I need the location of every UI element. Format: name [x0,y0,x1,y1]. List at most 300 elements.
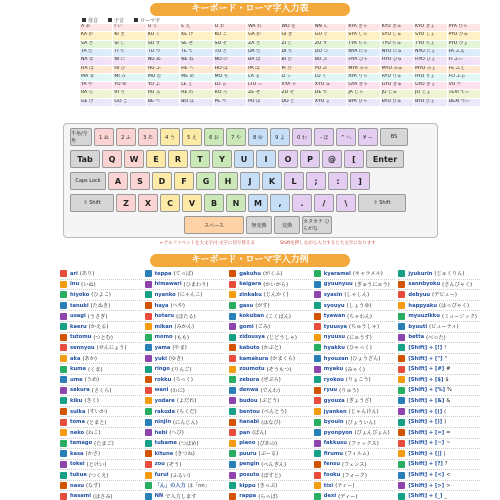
example-row [229,407,311,418]
example-row [229,491,311,500]
example-row [229,269,311,280]
example-romaji: tixi [323,482,334,489]
key: T [190,150,210,168]
romaji-cell: WA わ [247,24,279,31]
example-kana: (しょうゆ) [346,303,372,310]
romaji-cell: KU く [147,32,179,39]
example-romaji: pengin [239,461,260,468]
key: C [160,194,180,212]
example-picture-icon [314,397,321,404]
example-picture-icon [398,281,405,288]
example-row [145,269,227,280]
example-romaji: sakura [70,387,90,394]
example-romaji: [Shift] + [>] [408,482,445,489]
example-picture-icon [314,419,321,426]
romaji-cell: GYA ぎゃ [347,82,379,89]
example-row [398,417,480,428]
example-picture-icon [60,376,67,383]
keyboard-row [70,172,431,190]
example-romaji: debyuu [408,291,431,298]
example-row [314,470,396,481]
example-row [229,417,311,428]
example-picture-icon [145,313,152,320]
example-row [314,428,396,439]
example-kana: (こくばん) [266,313,291,320]
example-picture-icon [60,429,67,436]
romaji-cell: SA さ [80,41,112,48]
example-picture-icon [314,376,321,383]
example-row [145,460,227,471]
example-row [398,364,480,375]
example-picture-icon [398,408,405,415]
key: Tab [70,150,100,168]
romaji-cell: ME め [180,74,212,81]
example-romaji: kasa [70,450,84,457]
example-romaji: haya [154,302,169,309]
example-picture-icon [229,450,236,457]
romaji-cell: LU ぅ [314,74,346,81]
example-row [145,386,227,397]
romaji-cell: HYA ひゃ [347,57,379,64]
example-kana: $ [445,376,449,383]
example-picture-icon [229,387,236,394]
example-row [60,343,142,354]
example-picture-icon [398,344,405,351]
example-row [398,333,480,344]
example-romaji: byuuti [408,323,428,330]
key: 変換 [274,216,300,234]
example-kana: ~ [446,440,451,447]
example-kana: (たぬき) [90,303,111,310]
example-row [229,439,311,450]
example-kana: (ふるい) [170,472,191,479]
example-romaji: zou [154,461,165,468]
example-row [145,470,227,481]
example-romaji: rokku [154,376,172,383]
legend-label: 子音 [114,18,125,24]
example-row [145,481,227,492]
example-kana: (らくだ) [177,409,197,416]
example-kana: > [446,482,451,489]
example-kana: で入力します [165,493,197,500]
example-romaji: yuki [154,355,167,362]
example-row [145,301,227,312]
example-picture-icon [229,355,236,362]
example-picture-icon [145,291,152,298]
example-kana: < [446,472,451,479]
key: N [226,194,246,212]
key: A [108,172,128,190]
example-picture-icon [398,461,405,468]
example-kana: (かえる) [88,324,109,331]
key: スペース [184,216,244,234]
romaji-cell: RA ら [80,90,112,97]
romaji-cell: XYA ゃ [281,82,313,89]
example-row [314,364,396,375]
example-romaji: puuru [239,450,257,457]
example-picture-icon [229,291,236,298]
example-picture-icon [229,334,236,341]
example-picture-icon [60,493,67,500]
example-row [60,354,142,365]
example-row [60,375,142,386]
example-picture-icon [145,408,152,415]
example-row [398,386,480,397]
example-kana: (へび) [169,430,184,437]
example-picture-icon [145,344,152,351]
romaji-cell: GA が [247,32,279,39]
key: 1 ぬ [94,128,114,146]
example-romaji: [Shift] + [=] [408,429,445,436]
example-row [60,333,142,344]
romaji-cell: XYU ゅ [314,82,346,89]
example-kana: (ひゃっく) [346,345,372,352]
key: L [284,172,304,190]
example-picture-icon [314,270,321,277]
example-picture-icon [145,397,152,404]
example-kana: (ぽすと) [261,472,281,479]
romaji-cell: PO ぽ [247,99,279,106]
example-picture-icon [398,429,405,436]
romaji-cell: HYU ひゅ [381,57,413,64]
example-picture-icon [398,493,405,500]
romaji-cell: SYU しゅ [381,32,413,39]
romaji-cell: MYA みゃ [347,66,379,73]
romaji-cell: GI ぎ [281,32,313,39]
example-kana: (ちゅうしゃ) [349,324,380,331]
example-romaji: zoumotu [239,366,265,373]
example-picture-icon [398,291,405,298]
example-row [145,417,227,428]
example-row [229,280,311,291]
example-picture-icon [314,291,321,298]
example-row [60,290,142,301]
key: H [218,172,238,190]
key: / [314,194,334,212]
example-picture-icon [229,482,236,489]
example-romaji: ninjin [154,419,172,426]
legend-item [134,17,160,24]
example-picture-icon [398,313,405,320]
example-picture-icon [60,302,67,309]
example-kana: (ぴょんぴょん) [354,430,390,437]
example-kana: (べった) [426,334,446,341]
romaji-cell: FE ふぇ [448,66,480,73]
keyboard-note-1: ←アルファベットを大文字/小文字に切り替える [160,241,256,246]
example-picture-icon [145,334,152,341]
example-kana: (ごみ) [255,324,271,331]
key: ⇧ Shift [70,194,114,212]
example-row [60,470,142,481]
example-romaji: [Shift] + [?] [408,461,443,468]
example-row [398,439,480,450]
key: Y [212,150,232,168]
example-kana: (ぴあの) [257,440,278,447]
example-kana: (フェンス) [342,461,367,468]
example-romaji: gakuhu [239,270,261,277]
example-kana: (かさ) [85,451,100,458]
romaji-cell: HO ほ [214,66,246,73]
legend-label: ローマ字 [140,18,161,24]
example-kana: (ぷーる) [258,451,279,458]
example-kana: ( [444,408,447,415]
example-picture-icon [145,355,152,362]
example-kana: (ぶどう) [259,398,280,405]
example-romaji: gasu [239,302,254,309]
romaji-cell: PYO ぴょ [448,41,480,48]
example-picture-icon [60,355,67,362]
romaji-cell: FA ふぁ [448,49,480,56]
example-kana: (とまと) [86,419,107,426]
romaji-cell: LO ぉ [214,82,246,89]
example-row [145,311,227,322]
example-picture-icon [398,334,405,341]
example-row [145,491,227,500]
key: J [240,172,260,190]
example-picture-icon [398,397,405,404]
example-romaji: budou [239,397,258,404]
key: , [270,194,290,212]
example-romaji: firumu [323,450,343,457]
romaji-cell: ZE ぜ [247,90,279,97]
example-row [314,386,396,397]
example-romaji: denwa [239,387,259,394]
example-romaji: [Shift] + [~] [408,440,445,447]
example-kana: (ひよこ) [91,292,111,299]
example-row [314,407,396,418]
example-row [145,375,227,386]
example-row [314,491,396,500]
example-romaji: nyuusu [323,334,346,341]
romaji-cell: BE べ [147,99,179,106]
example-picture-icon [145,440,152,447]
example-romaji: [Shift] + [(] [408,408,443,415]
example-row [229,322,311,333]
romaji-cell: NI に [113,57,145,64]
example-kana: (かまくら) [270,356,296,363]
example-row [314,460,396,471]
example-row [229,481,311,492]
romaji-cell: NYO にょ [414,49,446,56]
example-picture-icon [60,313,67,320]
example-romaji: [Shift] + [%] [408,387,445,394]
romaji-cell: PYU ぴゅ [448,32,480,39]
romaji-cell: GU ぐ [314,32,346,39]
example-row [60,439,142,450]
romaji-cell: BA ば [247,57,279,64]
example-picture-icon [398,387,405,394]
example-column [398,269,480,500]
example-kana: = [446,429,451,436]
key: P [300,150,320,168]
example-picture-icon [145,429,152,436]
example-kana: (わに) [170,387,185,394]
example-picture-icon [229,366,236,373]
romaji-cell: BO ぼ [180,99,212,106]
example-picture-icon [314,482,321,489]
example-romaji: teppa [154,270,172,277]
romaji-cell: SI し [113,41,145,48]
example-kana: (きつね) [175,451,195,458]
example-romaji: sannbyoku [408,281,441,288]
example-row [229,301,311,312]
example-picture-icon [145,323,152,330]
example-picture-icon [60,450,67,457]
example-picture-icon [314,461,321,468]
example-romaji: ryokou [323,376,344,383]
example-row [398,449,480,460]
key: 0 わ [292,128,312,146]
example-picture-icon [398,482,405,489]
example-picture-icon [314,493,321,500]
example-romaji: sennyou [70,344,95,351]
example-romaji: toma [70,419,85,426]
romaji-cell: RYA りゃ [347,74,379,81]
romaji-cell: U う [147,24,179,31]
example-row [229,386,311,397]
romaji-cell: I い [113,24,145,31]
romaji-cell: TO と [214,49,246,56]
example-row [314,417,396,428]
example-romaji: kitune [154,450,174,457]
example-kana: (ほたる) [176,313,196,320]
key: カタカナ ひらがな [302,216,332,234]
example-picture-icon [145,270,152,277]
example-romaji: piano [239,440,256,447]
example-kana: (ぱん) [252,430,267,437]
example-kana: (あり) [79,271,95,278]
romaji-cell: MO も [214,74,246,81]
example-romaji: hebi [154,429,168,436]
example-kana: (でんわ) [260,387,281,394]
example-row [145,439,227,450]
romaji-cell: FI ふぃ [448,57,480,64]
example-row [314,333,396,344]
romaji-cell: TA た [80,49,112,56]
example-romaji: syasin [323,291,343,298]
example-romaji: syouyu [323,302,345,309]
example-row [398,354,480,365]
romaji-table [80,24,480,106]
key: K [262,172,282,190]
key: W [124,150,144,168]
example-romaji: gomi [239,323,254,330]
example-romaji: mikan [154,323,173,330]
example-picture-icon [229,440,236,447]
example-row [229,333,311,344]
romaji-cell: YO よ [147,82,179,89]
key: V [182,194,202,212]
example-kana: (ぺんぎん) [261,461,287,468]
example-picture-icon [60,408,67,415]
example-row [398,491,480,500]
example-row [398,290,480,301]
example-kana: (てっぱ) [173,271,194,278]
example-romaji: kippu [239,482,256,489]
example-kana: (はさみ) [92,493,113,500]
example-picture-icon [398,270,405,277]
example-picture-icon [60,419,67,426]
legend-swatch [108,18,112,22]
example-romaji: kamakura [239,355,269,362]
example-row [60,311,142,322]
example-picture-icon [60,323,67,330]
romaji-cell: KI き [113,32,145,39]
example-row [60,269,142,280]
keyboard-row [184,216,431,234]
romaji-cell: SO そ [214,41,246,48]
legend [82,17,160,24]
example-kana: (あか) [82,356,97,363]
key: 9 よ [270,128,290,146]
example-row [229,375,311,386]
example-kana: (もも) [174,334,189,341]
key: X [138,194,158,212]
example-kana: (フィルム) [345,451,370,458]
example-picture-icon [145,450,152,457]
example-romaji: zidousya [239,334,265,341]
romaji-cell: NO の [214,57,246,64]
example-kana: (ぎゅうにゅう) [354,281,390,288]
romaji-cell: XYO ょ [314,99,346,106]
example-kana: (りょこう) [345,377,371,384]
example-row [229,470,311,481]
romaji-cell: NA な [80,57,112,64]
example-row [314,280,396,291]
key: ⇧ Shift [358,194,406,212]
example-picture-icon [229,493,236,500]
example-romaji: rakuda [154,408,176,415]
example-kana: (じんかく) [263,292,289,299]
romaji-cell: VU ヴ [448,82,480,89]
table-title-banner: キーボード・ローマ字入力表 [150,3,350,16]
example-picture-icon [398,323,405,330]
example-kana: (やま) [172,345,187,352]
romaji-cell: PYA ぴゃ [448,24,480,31]
example-picture-icon [60,397,67,404]
example-table [60,269,480,499]
example-romaji: [Shift] + [$] [408,376,444,383]
example-row [60,386,142,397]
example-row [314,481,396,492]
example-row [398,428,480,439]
romaji-cell: MA ま [80,74,112,81]
example-row [60,491,142,500]
example-romaji: kyaramel [323,270,351,277]
example-row [229,343,311,354]
example-picture-icon [314,334,321,341]
example-picture-icon [314,408,321,415]
key: Z [116,194,136,212]
romaji-cell: TEXI てぃ [448,90,480,97]
example-kana: (ビューティ) [429,324,459,331]
example-kana: (ぎょうざ) [346,398,372,405]
key: [ [344,150,364,168]
example-romaji: neko [70,429,85,436]
legend-label: 母音 [88,18,99,24]
example-kana: (ファックス) [348,440,379,447]
example-picture-icon [145,366,152,373]
example-romaji: furui [154,472,169,479]
example-picture-icon [398,472,405,479]
example-romaji: kaigara [239,281,262,288]
romaji-cell: ZI じ [281,41,313,48]
example-picture-icon [229,472,236,479]
key: 6 お [204,128,224,146]
example-romaji: dexi [323,493,337,500]
romaji-cell: DEXI でぃ [448,99,480,106]
example-row [145,407,227,418]
